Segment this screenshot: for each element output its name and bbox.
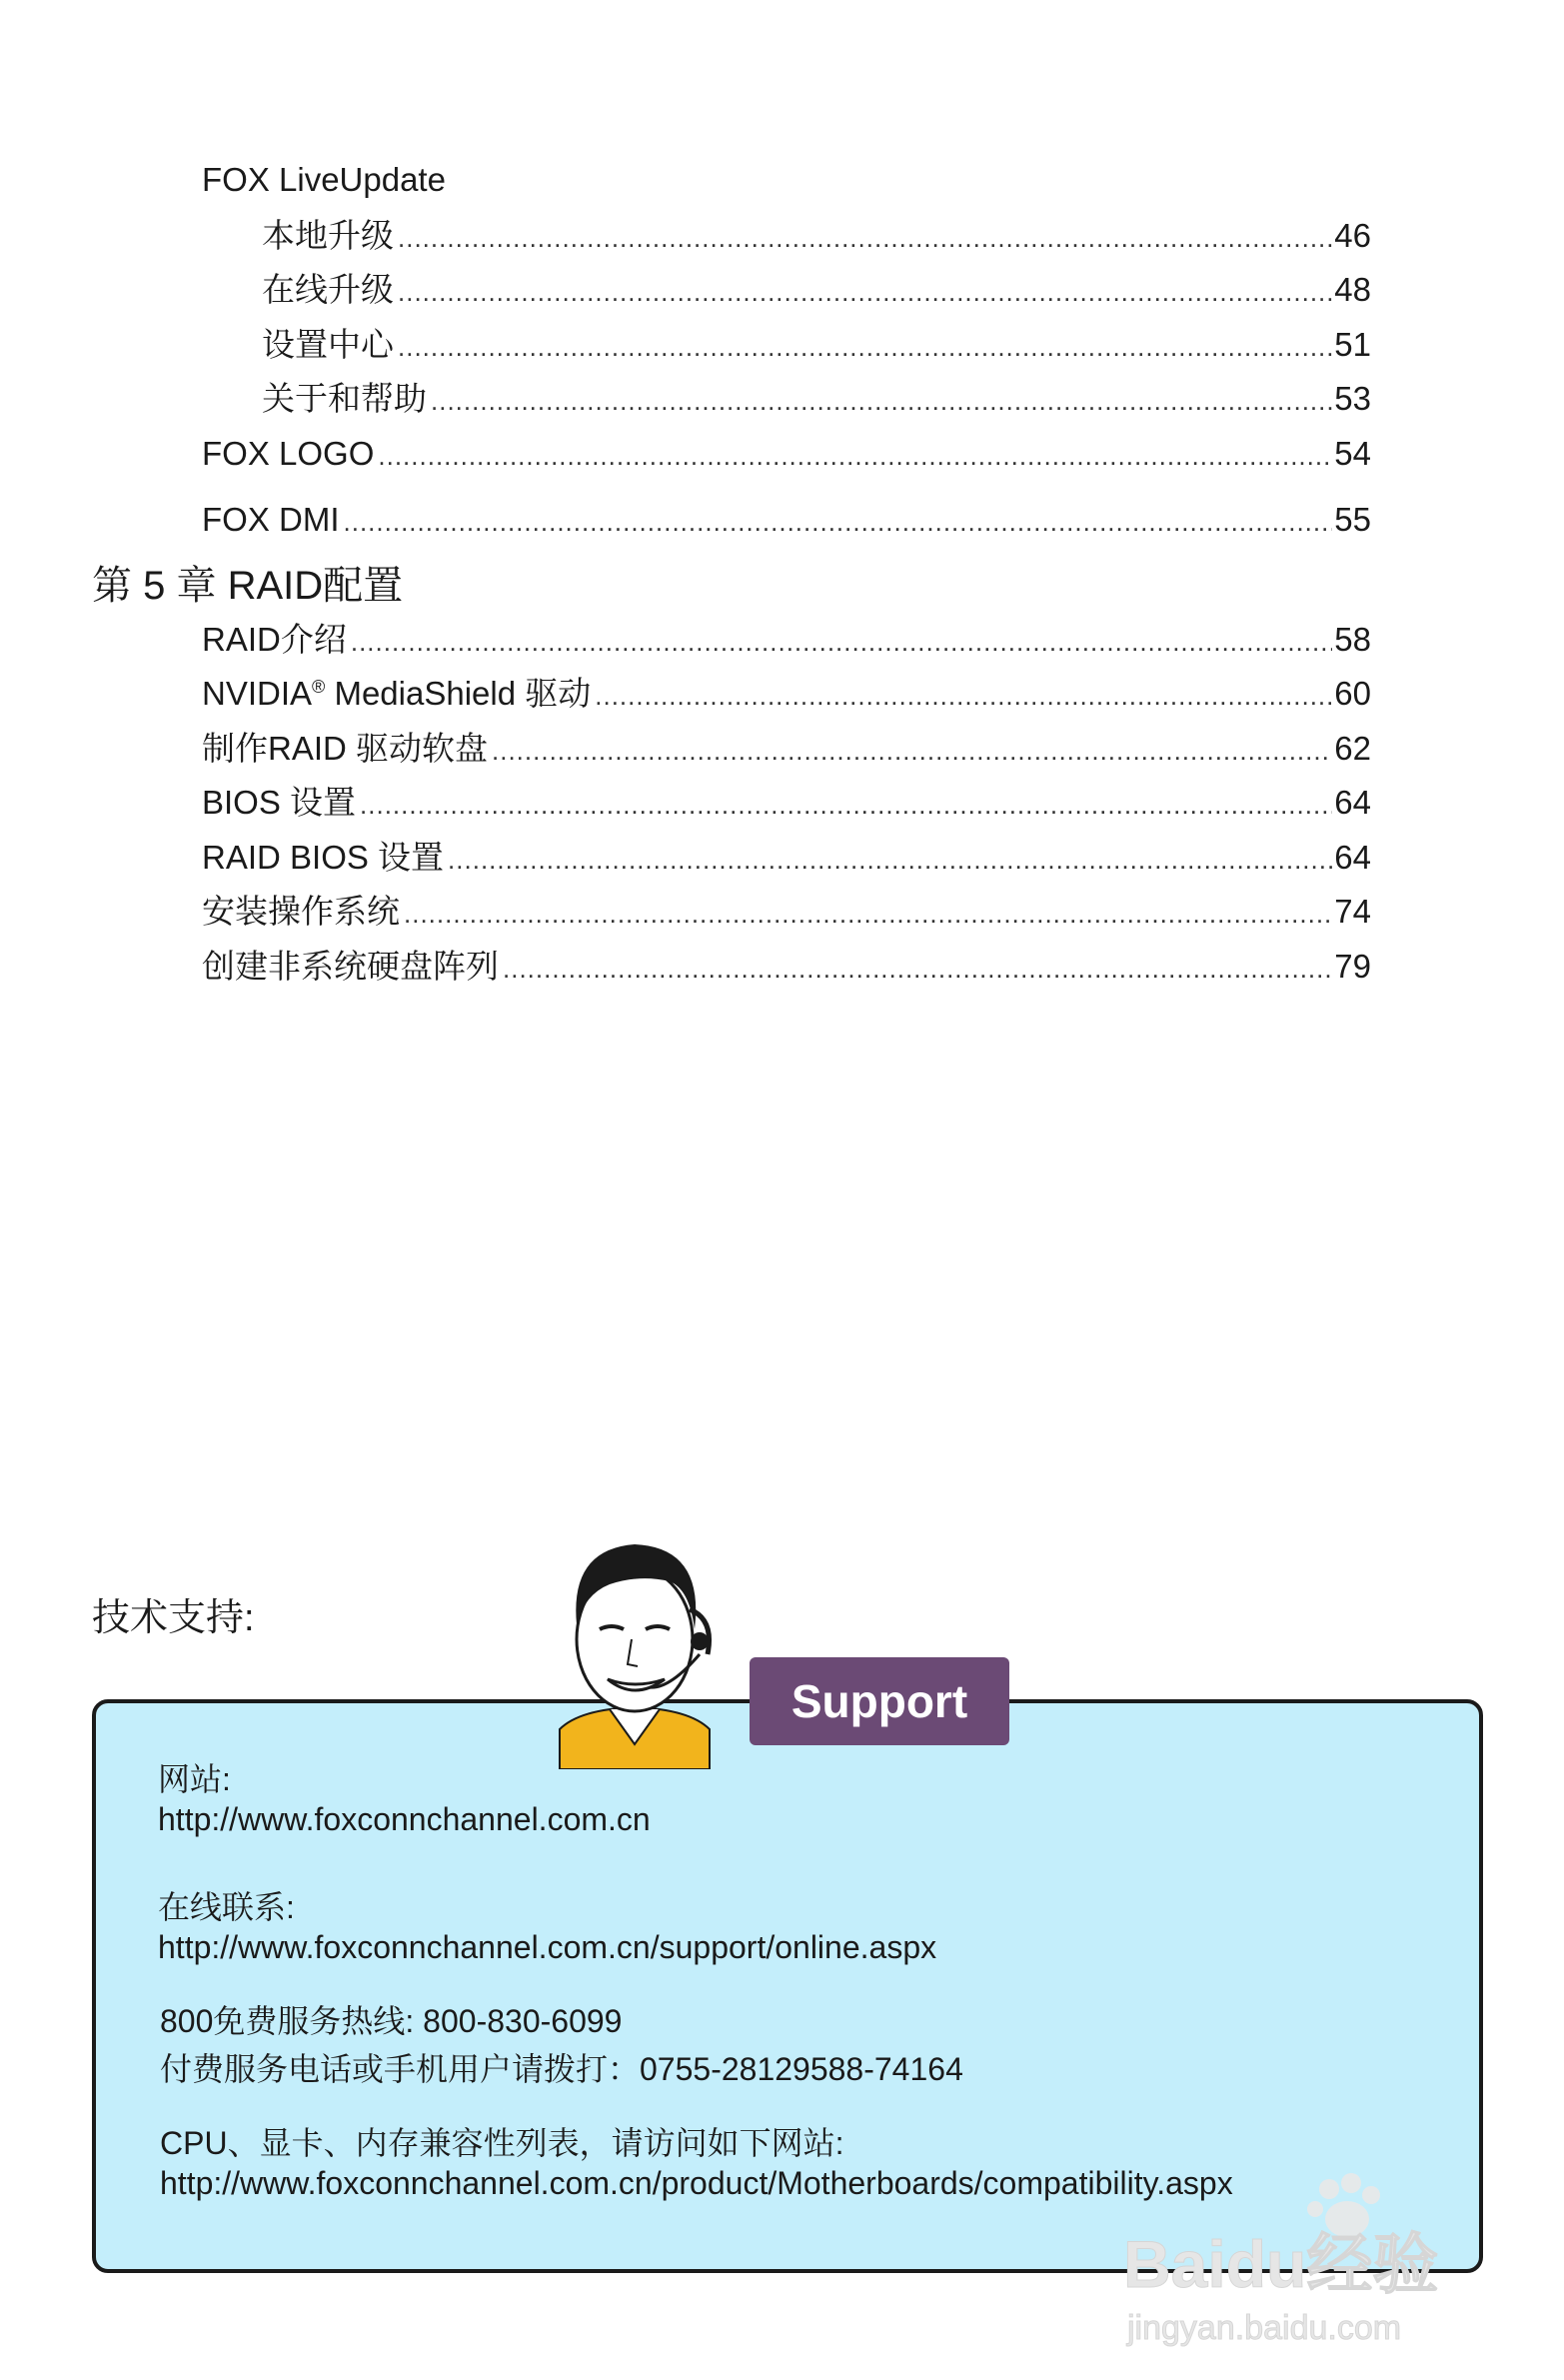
toc-entry[interactable] — [202, 838, 1371, 878]
toc-entry-label: FOX DMI — [202, 501, 340, 538]
toc-entry-fox-logo[interactable] — [202, 434, 1371, 474]
toc-leader-dots — [492, 731, 1332, 771]
toc-entry-page: 55 — [1334, 501, 1371, 538]
toc-entry-label: 创建非系统硬盘阵列 — [202, 948, 499, 985]
toc-entry-page: 54 — [1334, 435, 1371, 472]
toc-entry-page: 64 — [1334, 839, 1371, 876]
toc-entry-page: 60 — [1334, 675, 1371, 712]
support-heading: 技术支持: — [92, 1597, 255, 1639]
toc-entry-label: FOX LOGO — [202, 435, 375, 472]
toc-entry-fox-dmi[interactable] — [202, 500, 1371, 540]
toc-leader-dots — [448, 840, 1332, 880]
online-contact-url-link[interactable]: http://www.foxconnchannel.com.cn/support/online.aspx — [158, 1929, 937, 1965]
toc-entry-label-main: NVIDIA — [202, 675, 313, 712]
toc-entry-label: 在线升级 — [262, 271, 394, 308]
toc-entry[interactable] — [202, 620, 1371, 660]
toc-leader-dots — [595, 676, 1332, 716]
support-tab: Support — [750, 1657, 1009, 1745]
toc-entry[interactable] — [202, 783, 1371, 823]
support-agent-illustration — [540, 1529, 730, 1769]
watermark-brand: Baidu经验 — [1123, 2227, 1439, 2301]
toc-entry[interactable] — [262, 216, 1371, 256]
toc-leader-dots — [398, 218, 1332, 258]
toc-entry-label: 安装操作系统 — [202, 893, 400, 930]
baidu-jingyan-watermark — [1119, 2169, 1499, 2359]
toc-entry-page: 48 — [1334, 271, 1371, 308]
toc-entry-page: 58 — [1334, 621, 1371, 658]
watermark-url: jingyan.baidu.com — [1127, 2309, 1402, 2347]
toc-entry-page: 74 — [1334, 893, 1371, 930]
toc-leader-dots — [398, 272, 1332, 312]
toc-entry-page: 62 — [1334, 730, 1371, 767]
toc-entry-label — [202, 674, 595, 714]
toc-entry-page: 79 — [1334, 948, 1371, 985]
toc-leader-dots — [398, 327, 1332, 367]
website-label: 网站: — [158, 1761, 231, 1797]
toc-entry-label: 制作RAID 驱动软盘 — [202, 730, 489, 767]
toc-entry[interactable] — [202, 729, 1371, 769]
free-hotline: 800免费服务热线: 800-830-6099 — [160, 2003, 623, 2039]
toc-entry-page: 64 — [1334, 784, 1371, 821]
toc-entry[interactable] — [262, 270, 1371, 310]
toc-leader-dots — [378, 436, 1332, 476]
toc-entry[interactable] — [202, 947, 1371, 987]
toc-entry[interactable] — [202, 674, 1371, 714]
online-contact-label: 在线联系: — [158, 1889, 295, 1925]
registered-mark: ® — [312, 677, 326, 697]
paid-service-line: 付费服务电话或手机用户请拨打：0755-28129588-74164 — [160, 2051, 963, 2087]
toc-entry-page: 46 — [1334, 217, 1371, 254]
toc-entry[interactable] — [262, 379, 1371, 419]
website-url-link[interactable]: http://www.foxconnchannel.com.cn — [158, 1801, 651, 1837]
toc-leader-dots — [404, 894, 1332, 934]
toc-entry-label: 本地升级 — [262, 217, 394, 254]
toc-entry-label: BIOS 设置 — [202, 784, 357, 821]
toc-leader-dots — [344, 502, 1333, 542]
toc-entry-label: RAID介绍 — [202, 621, 347, 658]
toc-leader-dots — [431, 381, 1332, 421]
toc-entry-label-rest: MediaShield 驱动 — [325, 675, 592, 712]
toc-leader-dots — [360, 785, 1332, 825]
compatibility-label: CPU、显卡、内存兼容性列表，请访问如下网站: — [160, 2125, 844, 2161]
compatibility-url-link[interactable]: http://www.foxconnchannel.com.cn/product/Motherboards/compatibility.aspx — [160, 2165, 1233, 2201]
toc-entry-label: 设置中心 — [262, 326, 394, 363]
toc-entry-page: 51 — [1334, 326, 1371, 363]
toc-section-fox-liveupdate: FOX LiveUpdate — [202, 161, 446, 198]
toc-entry[interactable] — [202, 892, 1371, 932]
toc-leader-dots — [503, 949, 1332, 989]
toc-entry-label: RAID BIOS 设置 — [202, 839, 445, 876]
toc-leader-dots — [351, 622, 1332, 662]
toc-entry-label: 关于和帮助 — [262, 380, 427, 417]
chapter-5-title: 第 5 章 RAID配置 — [92, 564, 404, 608]
toc-entry[interactable] — [262, 325, 1371, 365]
toc-entry-page: 53 — [1334, 380, 1371, 417]
